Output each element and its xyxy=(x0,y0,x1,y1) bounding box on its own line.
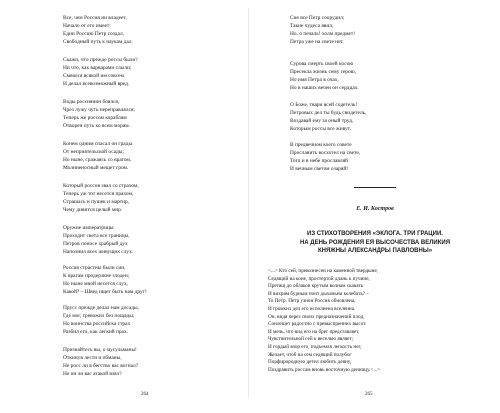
verse-line: Смеялся всякой им совсем xyxy=(63,73,124,79)
verse-line: Которым россы все живут. xyxy=(290,126,351,132)
verse-line: Пресекла жизнь сему герою, xyxy=(290,69,357,75)
verse-line: Молниеносный мещет гром. xyxy=(63,165,129,171)
verse-line: И мечь, что вид его на брег представляет, xyxy=(268,328,360,335)
verse-line: Но воинства российска страх xyxy=(63,321,131,327)
page-gutter xyxy=(248,8,249,398)
verse-line: Но имя Петра в очах, xyxy=(290,77,339,83)
verse-line: Такие чудеса явил, xyxy=(290,23,334,29)
verse-line: Петра уже на свете нет. xyxy=(290,39,344,45)
verse-line: Но, о печаль! холм предмет! xyxy=(290,31,356,37)
verse-line: Оружие императрицы xyxy=(63,225,114,231)
verse-line: И гордый взор его, подъемля легкость нег, xyxy=(268,343,362,350)
verse-line: Теперь уж тот несется прахом, xyxy=(63,191,134,197)
author-name: Е. И. Костров xyxy=(356,206,394,212)
verse-line: Но ныне, сражаясь со врагом, xyxy=(63,157,132,163)
verse-line: Седящий на коне, простертой длань к пучине, xyxy=(268,275,370,282)
verse-line: Петров поносе храбрый дух xyxy=(63,241,128,247)
poem-heading xyxy=(250,230,500,256)
verse-line: Един Россию Петр создал, xyxy=(63,31,124,37)
verse-line: Петровых дел ты будь свидетель, xyxy=(290,110,367,116)
stanza-r2 xyxy=(290,60,359,92)
verse-line: Сонлещет радостно с превыспренних высот. xyxy=(268,321,367,328)
stanza-4 xyxy=(63,140,132,172)
verse-line: Сие все Петр соорудил; xyxy=(290,15,345,21)
verse-line: Поздравить россам вновь восточную денницу.<...> xyxy=(268,366,381,373)
verse-line: Все, чем Россия ни владеет, xyxy=(63,15,127,21)
page-number: 265 xyxy=(365,392,373,397)
stanza-r4 xyxy=(290,141,360,173)
verse-line: Чувствительной сей к веселью являет; xyxy=(268,336,354,343)
verse-line: Признайтесь вы, о мусульманы! xyxy=(63,347,137,353)
verse-line: К врагам продерзкие злодеи; xyxy=(63,273,130,279)
verse-line: Ни что, как варварами слыли; xyxy=(63,65,132,71)
stanza-7 xyxy=(63,264,147,296)
verse-line: Отворен путь ко всем морям. xyxy=(63,123,131,129)
stanza-r3 xyxy=(290,101,366,133)
verse-line: Порфирородную детел любить деяну, xyxy=(268,359,352,366)
stanza-9 xyxy=(63,346,138,378)
verse-line: Он, видя через своих предназначений плод, xyxy=(268,313,365,320)
verse-line: В предвечном коего совете xyxy=(290,142,352,148)
verse-line: Разбил его, как легкий прах. xyxy=(63,329,128,335)
verse-line: Воды россиянин боялся, xyxy=(63,99,120,105)
verse-line: Того и в небе прославляй xyxy=(290,158,348,164)
heading-line: ИЗ СТИХОТВОРЕНИЯ «ЭКЛОГА. ТРИ ГРАЦИИ. xyxy=(307,231,443,237)
right-page xyxy=(250,0,500,413)
verse-line: И громких дел его исполнена вселенна. xyxy=(268,305,356,312)
verse-line: О Боже, твари всей содетель! xyxy=(290,102,358,108)
verse-line: Прославить восхотел на свете, xyxy=(290,150,361,156)
verse-line: Какой? – Швед ищет быть нам друг! xyxy=(63,289,147,295)
verse-line: Теперь же россом кораблям xyxy=(63,115,127,121)
verse-line: Который россов звал со страхом, xyxy=(63,183,139,189)
verse-line: Претящ до облаков крутым волнам скакать xyxy=(268,283,364,290)
verse-line: Воздавай ему за оный труд, xyxy=(290,118,354,124)
verse-line: Но в наших вечен он сердцах. xyxy=(290,85,359,91)
verse-line: Прусс прежде делал нам досады, xyxy=(63,305,140,311)
verse-line: Не он ли вас атакой взял? xyxy=(63,371,122,377)
verse-line: Чрез лужу чуть переправлялся; xyxy=(63,107,135,113)
stanza-6 xyxy=(63,224,133,256)
verse-line: И делал всевозможный вред. xyxy=(63,81,130,87)
verse-line: Проходит света все границы, xyxy=(63,233,130,239)
verse-line: Чему дивится целый мир. xyxy=(63,207,123,213)
verse-line: И вечным светом озаряй! xyxy=(290,166,348,172)
verse-line: Конем одним спасал он грады xyxy=(63,141,133,147)
stanza-r1 xyxy=(290,14,355,46)
heading-line: КНЯЖНЫ АЛЕКСАНДРЫ ПАВЛОВНЫ» xyxy=(317,248,433,254)
verse-line: Начало от его имеет: xyxy=(63,23,111,29)
verse-line: Желает, чтоб на сем седящий полубог xyxy=(268,351,352,358)
stanza-2 xyxy=(63,56,138,88)
verse-line: Скажи, что прежде россы были? xyxy=(63,57,138,63)
verse-line: <...> Кто сей, превознесен на каменной твердыне, xyxy=(268,268,379,274)
stanza-3 xyxy=(63,98,135,130)
poem-body xyxy=(268,268,380,374)
verse-line: Не росс ли в бегство вас вогнал? xyxy=(63,363,139,369)
stanza-8 xyxy=(63,304,139,336)
verse-line: От неприятельской осады; xyxy=(63,149,124,155)
verse-line: То Петр. Петр узнон Россия обновлена, xyxy=(268,298,356,305)
verse-line: Где мог, тревожил без пощады; xyxy=(63,313,135,319)
page-number: 264 xyxy=(141,392,149,397)
heading-line: НА ДЕНЬ РОЖДЕНИЯ ЕЯ ВЫСОЧЕСТВА ВЕЛИКИЯ xyxy=(299,239,451,246)
section-divider xyxy=(354,187,396,188)
verse-line: И вихрям бурным понт дыханьем колебать? – xyxy=(268,290,369,297)
verse-line: Наполнил всех живущих слух. xyxy=(63,249,134,255)
verse-line: Сурова смерть своей косою xyxy=(290,61,354,67)
verse-line: Откинув лести и обманы, xyxy=(63,355,122,361)
stanza-5 xyxy=(63,182,139,214)
verse-line: Свободный путь к наукам дал. xyxy=(63,39,133,45)
verse-line: Страшась и пушек и мартир, xyxy=(63,199,130,205)
verse-line: Россия страстны были сии, xyxy=(63,265,126,271)
verse-line: Но ныне мной несется слух, xyxy=(63,281,129,287)
stanza-1 xyxy=(63,14,133,46)
